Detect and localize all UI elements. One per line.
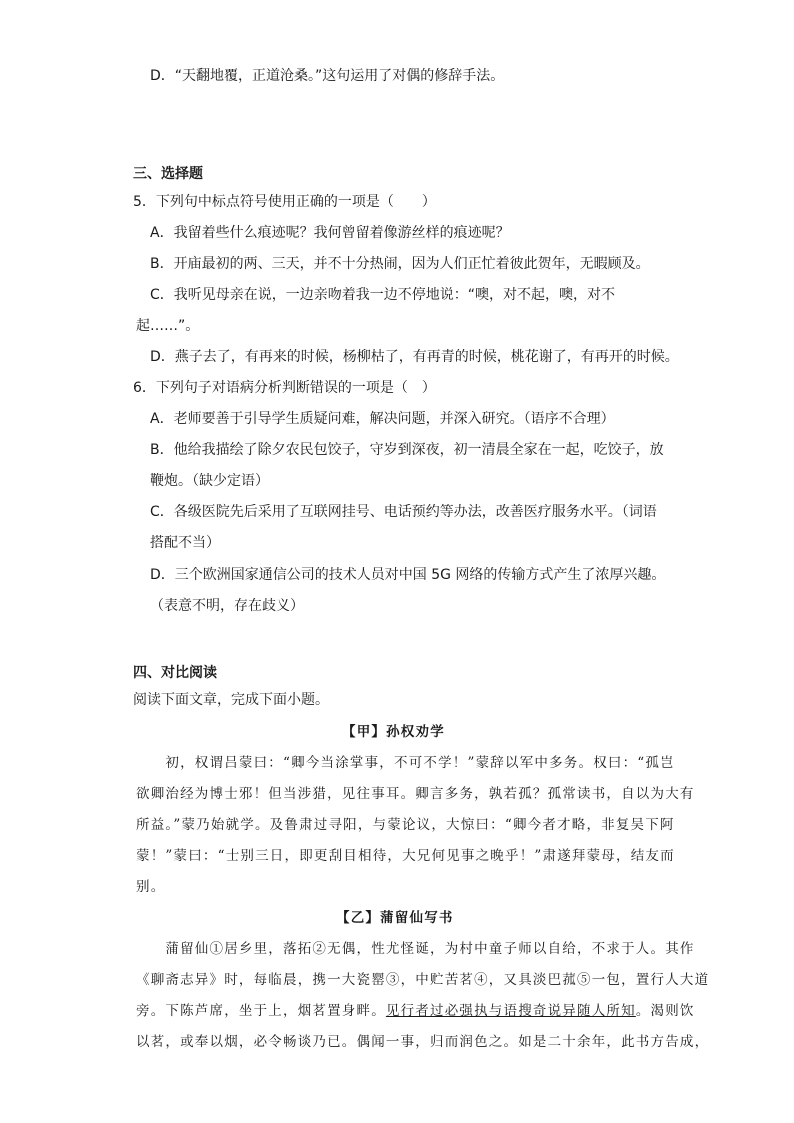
q5-option-c: C．我听见母亲在说，一边亲吻着我一边不停地说：“噢，对不起，噢，对不 [150,287,616,303]
q6-stem: 6．下列句子对语病分析判断错误的一项是（ ） [133,380,436,396]
underlined-sentence: 见行者过必强执与语搜奇说异随人所知 [385,1003,636,1019]
q5-option-b: B．开庙最初的两、三天，并不十分热闹，因为人们正忙着彼此贺年，无暇顾及。 [150,256,650,272]
passage-jia-title: 【甲】孙权劝学 [342,724,445,740]
passage-jia-line: 蒙！”蒙曰：“士别三日，即更刮目相待，大兄何见事之晚乎！”肃遂拜蒙母，结友而 [136,848,675,864]
passage-jia-line: 初，权谓吕蒙曰：“卿今当涂掌事，不可不学！”蒙辞以军中多务。权曰：“孤岂 [136,755,675,771]
passage-jia-line: 欲卿治经为博士邪！但当涉猎，见往事耳。卿言多务，孰若孤？孤常读书，自以为大有 [136,786,695,802]
q6-option-d-cont: （表意不明，存在歧义） [150,598,304,614]
q6-option-d: D．三个欧洲国家通信公司的技术人员对中国 5G 网络的传输方式产生了浓厚兴趣。 [150,567,666,583]
passage-yi-line [136,1001,695,1021]
q5-option-c-cont: 起……”。 [136,318,200,334]
q6-option-a: A．老师要善于引导学生质疑问难，解决问题，并深入研究。（语序不合理） [150,411,615,427]
passage-yi-line: 《聊斋志异》时，每临晨，携一大瓷罂③，中贮苦茗④，又具淡巴菰⑤一包，置行人大道 [136,972,710,988]
passage-yi-line: 以茗，或奉以烟，必令畅谈乃已。偶闻一事，归而润色之。如是二十余年，此书方告成， [136,1034,710,1050]
q6-option-b: B．他给我描绘了除夕农民包饺子，守岁到深夜，初一清晨全家在一起，吃饺子，放 [150,442,664,458]
section4-instruction: 阅读下面文章，完成下面小题。 [133,692,329,708]
passage-yi-text: 。渴则饮 [635,1003,695,1019]
passage-yi-title: 【乙】蒲留仙写书 [336,910,454,926]
section3-heading: 三、选择题 [133,166,203,182]
q5-stem: 5．下列句中标点符号使用正确的一项是（ ） [133,194,436,210]
q6-option-b-cont: 鞭炮。（缺少定语） [150,473,269,489]
q6-option-c-cont: 搭配不当） [150,535,220,551]
passage-jia-line: 所益。”蒙乃始就学。及鲁肃过寻阳，与蒙论议，大惊曰：“卿今者才略，非复吴下阿 [136,817,675,833]
q5-option-a: A．我留着些什么痕迹呢？我何曾留着像游丝样的痕迹呢？ [150,225,510,241]
passage-yi-line: 蒲留仙①居乡里，落拓②无偶，性尤怪诞，为村中童子师以自给，不求于人。其作 [136,941,695,957]
q4-option-d: D．“天翻地覆，正道沧桑。”这句运用了对偶的修辞手法。 [150,68,505,84]
passage-yi-text: 旁。下陈芦席，坐于上，烟茗置身畔。 [136,1003,386,1019]
section4-heading: 四、对比阅读 [133,665,217,681]
passage-jia-line: 别。 [136,879,166,895]
q5-option-d: D．燕子去了，有再来的时候，杨柳枯了，有再青的时候，桃花谢了，有再开的时候。 [150,349,679,365]
q6-option-c: C．各级医院先后采用了互联网挂号、电话预约等办法，改善医疗服务水平。（词语 [150,504,657,520]
